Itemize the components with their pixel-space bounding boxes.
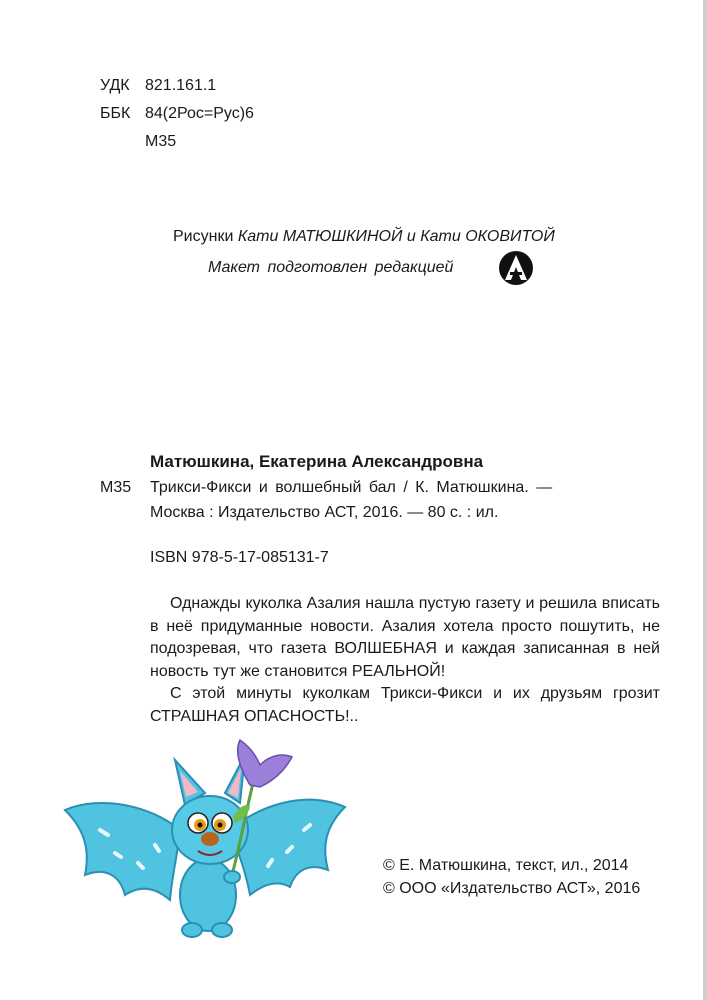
page-edge [703,0,707,1000]
illustration-credits [173,227,555,247]
annotation-paragraph-2: С этой минуты куколкам Трикси-Фикси и их друзьям грозит СТРАШНАЯ ОПАСНОСТЬ!.. [150,685,660,725]
annotation-paragraph-1: Однажды куколка Азалия нашла пустую газету и решила вписать в неё придуманные новости. Азалия хотела просто пошутить, не подозревая, что газета ВОЛШЕБНАЯ и каждая записанная в ней новость тут же становится РЕАЛЬНОЙ! [150,595,660,680]
bbk-label: ББК [100,105,131,122]
copyright-publisher: © ООО «Издательство АСТ», 2016 [383,880,641,897]
copyright-author: © Е. Матюшкина, текст, ил., 2014 [383,857,629,874]
bat-with-flower-icon [60,735,350,945]
illustrations-prefix: Рисунки [173,228,234,245]
isbn: ISBN 978-5-17-085131-7 [150,549,329,566]
author-mark: М35 [100,479,132,496]
title-line: Трикси-Фикси и волшебный бал / К. Матюшкина. — [150,479,553,496]
author-mark-top: М35 [145,133,177,150]
ast-publisher-logo-icon [498,250,534,286]
layout-note: Макет подготовлен редакцией [208,259,454,276]
imprint-line: Москва : Издательство АСТ, 2016. — 80 с. : ил. [150,504,499,521]
illustrators-names: Кати МАТЮШКИНОЙ и Кати ОКОВИТОЙ [237,228,555,245]
author-heading: Матюшкина, Екатерина Александровна [150,452,484,471]
udk-value: 821.161.1 [145,77,217,94]
udk-label: УДК [100,77,130,94]
bbk-value: 84(2Рос=Рус)6 [145,105,254,122]
annotation [150,593,660,728]
